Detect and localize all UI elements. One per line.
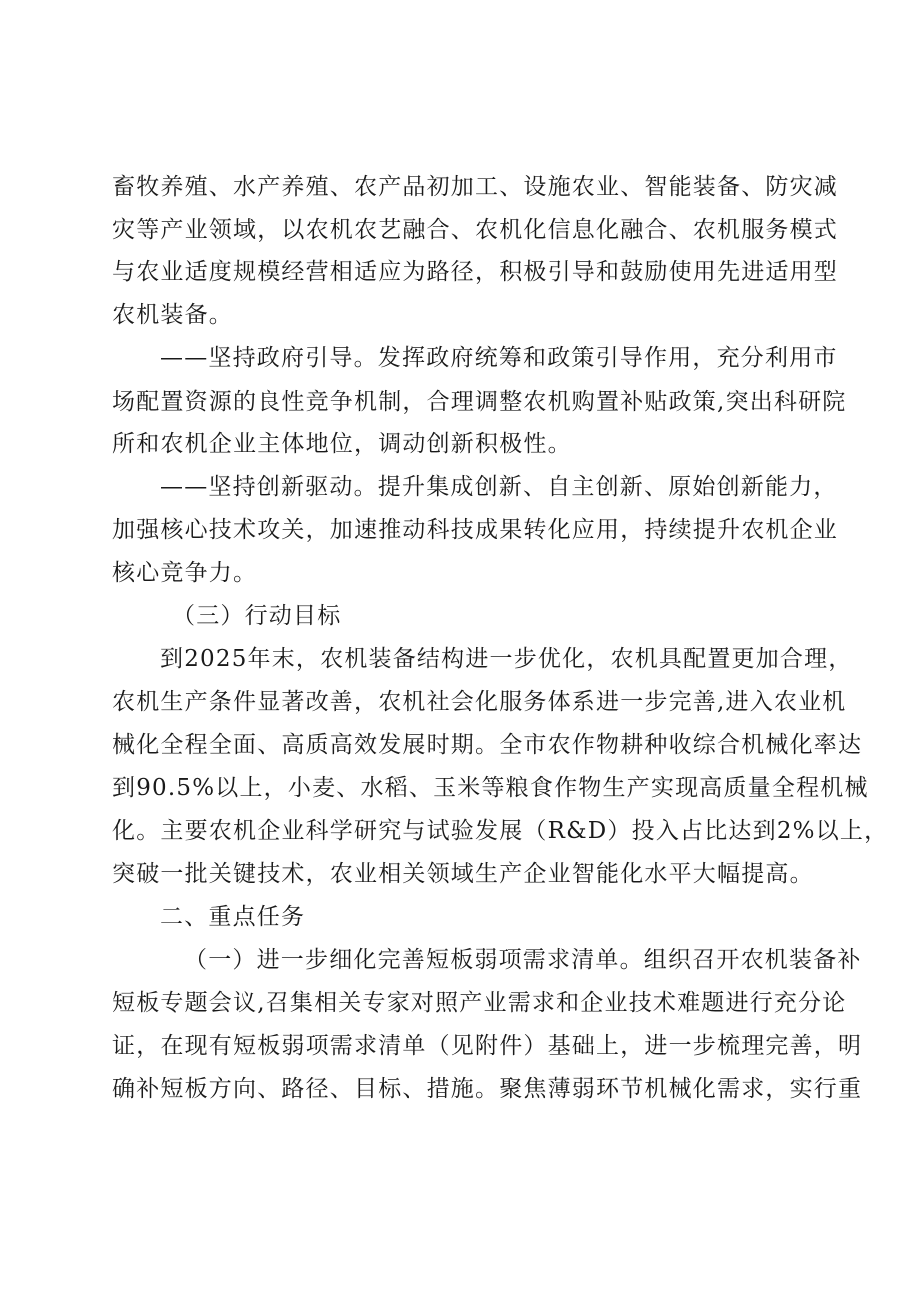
paragraph-4-line-6: 突破一批关键技术，农业相关领域生产企业智能化水平大幅提高。 <box>112 861 814 887</box>
paragraph-4-line-2: 农机生产条件显著改善，农机社会化服务体系进一步完善,进入农业机 <box>112 689 847 715</box>
paragraph-4-line-4: 到90.5%以上，小麦、水稻、玉米等粮食作物生产实现高质量全程机械 <box>112 775 869 801</box>
paragraph-1-line-4: 农机装备。 <box>112 302 233 328</box>
paragraph-4-line-3: 械化全程全面、高质高效发展时期。全市农作物耕种收综合机械化率达 <box>112 732 863 758</box>
paragraph-5-line-4: 确补短板方向、路径、目标、措施。聚焦薄弱环节机械化需求，实行重 <box>112 1076 863 1102</box>
paragraph-1-line-2: 灾等产业领域，以农机农艺融合、农机化信息化融合、农机服务模式 <box>112 217 838 243</box>
paragraph-2-line-1: ——坚持政府引导。发挥政府统筹和政策引导作用，充分利用市 <box>160 345 838 371</box>
paragraph-5-line-2: 短板专题会议,召集相关专家对照产业需求和企业技术难题进行充分论 <box>112 990 847 1016</box>
paragraph-1-line-3: 与农业适度规模经营相适应为路径，积极引导和鼓励使用先进适用型 <box>112 259 838 285</box>
section-heading-3: （三）行动目标 <box>172 603 342 629</box>
paragraph-4-line-1: 到2025年末，农机装备结构进一步优化，农机具配置更加合理， <box>160 646 853 672</box>
paragraph-4-line-5: 化。主要农机企业科学研究与试验发展（R&D）投入占比达到2%以上， <box>112 818 889 844</box>
paragraph-3-line-3: 核心竞争力。 <box>112 560 258 586</box>
paragraph-3-line-1: ——坚持创新驱动。提升集成创新、自主创新、原始创新能力， <box>160 474 838 500</box>
paragraph-1-line-1: 畜牧养殖、水产养殖、农产品初加工、设施农业、智能装备、防灾减 <box>112 174 838 200</box>
paragraph-2-line-2: 场配置资源的良性竞争机制，合理调整农机购置补贴政策,突出科研院 <box>112 389 847 415</box>
paragraph-3-line-2: 加强核心技术攻关，加速推动科技成果转化应用，持续提升农机企业 <box>112 517 838 543</box>
section-heading-2: 二、重点任务 <box>160 904 306 930</box>
paragraph-5-line-1: （一）进一步细化完善短板弱项需求清单。组织召开农机装备补 <box>184 947 862 973</box>
paragraph-2-line-3: 所和农机企业主体地位，调动创新积极性。 <box>112 431 572 457</box>
paragraph-5-line-3: 证，在现有短板弱项需求清单（见附件）基础上，进一步梳理完善，明 <box>112 1033 863 1059</box>
